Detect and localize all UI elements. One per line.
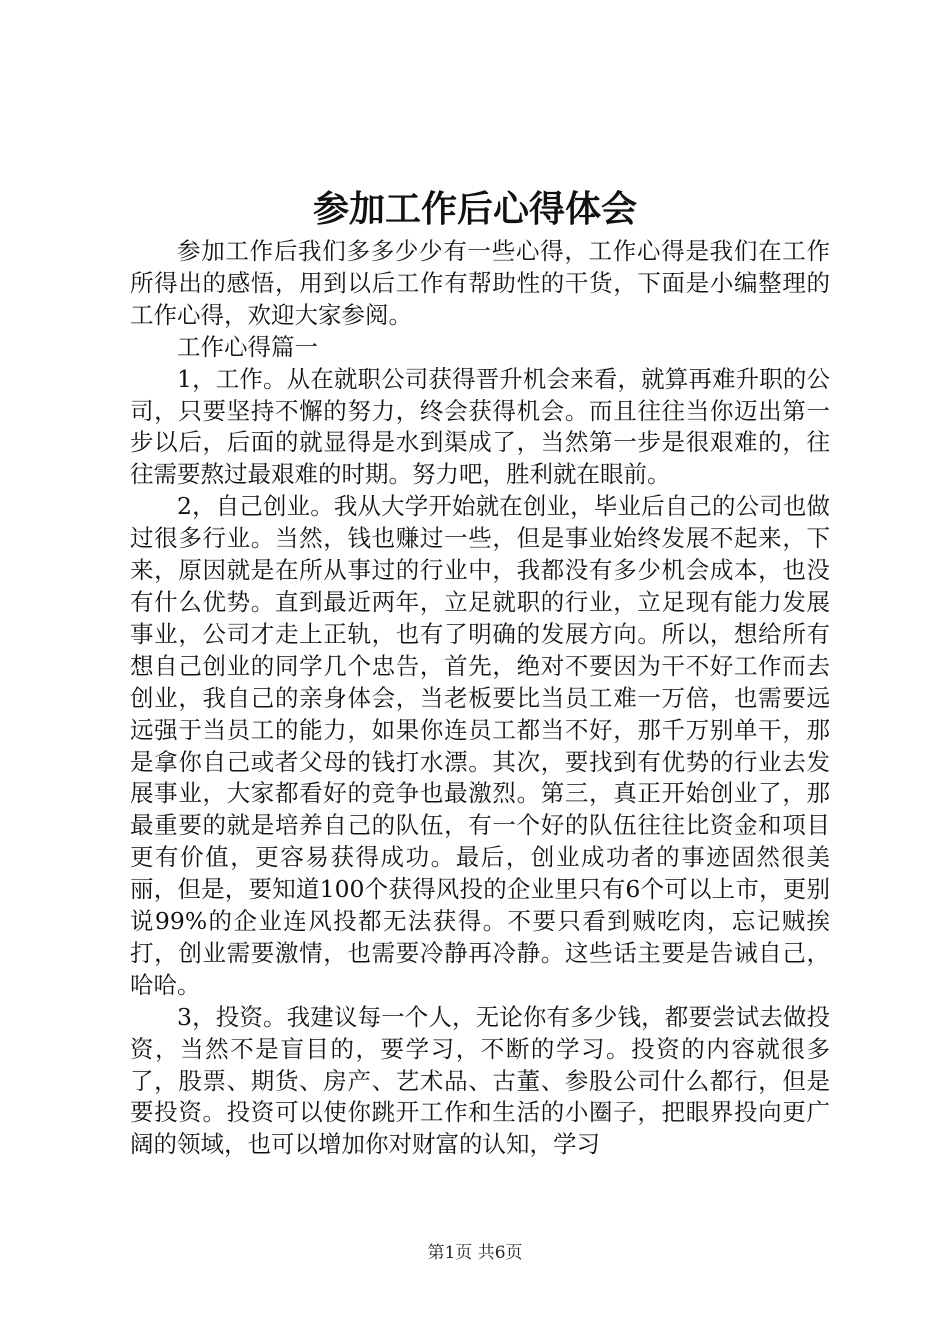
paragraph-investment: 3，投资。我建议每一个人，无论你有多少钱，都要尝试去做投资，当然不是盲目的，要学习，不断的学习。投资的内容就很多了，股票、期货、房产、艺术品、古董、参股公司什么都行，但是要投资。投资可以使你跳开工作和生活的小圈子，把眼界投向更广阔的领域，也可以增加你对财富的认知，学习 [130,1002,830,1159]
page-number-footer: 第1页 共6页 [427,1243,523,1263]
paragraph-work: 1，工作。从在就职公司获得晋升机会来看，就算再难升职的公司，只要坚持不懈的努力，终会获得机会。而且往往当你迈出第一步以后，后面的就显得是水到渠成了，当然第一步是很艰难的，往往需要熬过最艰难的时期。努力吧，胜利就在眼前。 [130,364,830,489]
document-body [130,236,830,1161]
section-heading: 工作心得篇一 [177,332,318,361]
document-title: 参加工作后心得体会 [312,188,637,230]
paragraph-entrepreneurship: 2，自己创业。我从大学开始就在创业，毕业后自己的公司也做过很多行业。当然，钱也赚过一些，但是事业始终发展不起来，下来，原因就是在所从事过的行业中，我都没有多少机会成本，也没有什么优势。直到最近两年，立足就职的行业，立足现有能力发展事业，公司才走上正轨，也有了明确的发展方向。所以，想给所有想自己创业的同学几个忠告，首先，绝对不要因为干不好工作而去创业，我自己的亲身体会，当老板要比当员工难一万倍，也需要远远强于当员工的能力，如果你连员工都当不好，那千万别单干，那是拿你自己或者父母的钱打水漂。其次，要找到有优势的行业去发展事业，大家都看好的竞争也最激烈。第三，真正开始创业了，那最重要的就是培养自己的队伍，有一个好的队伍往往比资金和项目更有价值，更容易获得成功。最后，创业成功者的事迹固然很美丽，但是，要知道100个获得风投的企业里只有6个可以上市，更别说99%的企业连风投都无法获得。不要只看到贼吃肉，忘记贼挨打，创业需要激情，也需要冷静再冷静。这些话主要是告诫自己，哈哈。 [130,492,830,999]
intro-paragraph: 参加工作后我们多多少少有一些心得，工作心得是我们在工作所得出的感悟，用到以后工作有帮助性的干货，下面是小编整理的工作心得，欢迎大家参阅。 [130,237,830,329]
